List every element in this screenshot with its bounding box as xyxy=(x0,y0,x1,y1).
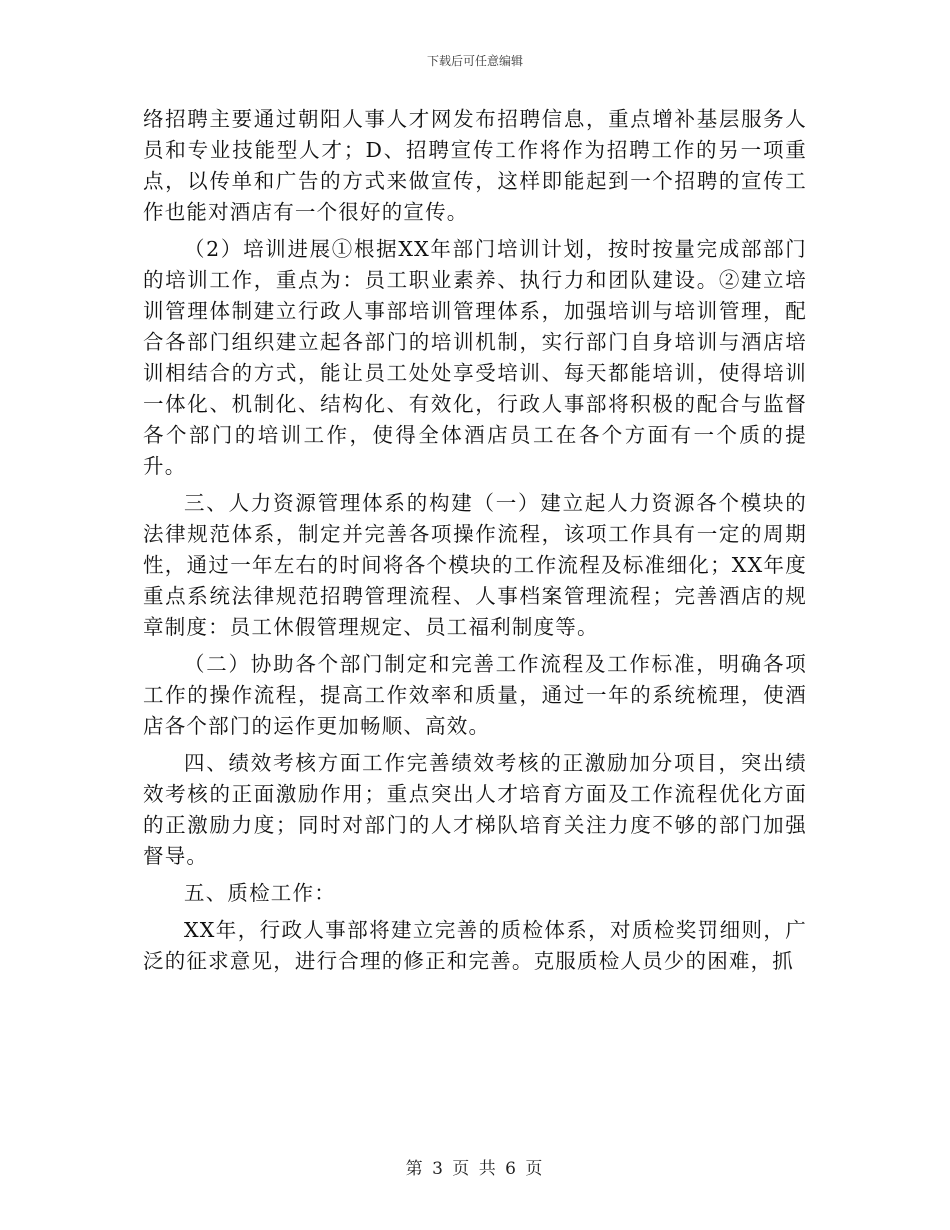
document-body xyxy=(143,104,807,983)
paragraph-quality: XX年，行政人事部将建立完善的质检体系，对质检奖罚细则，广泛的征求意见，进行合理的修正和完善。克服质检人员少的困难，抓 xyxy=(143,918,807,973)
paragraph-training: （2）培训进展①根据XX年部门培训计划，按时按量完成部部门的培训工作，重点为：员工职业素养、执行力和团队建设。②建立培训管理体制建立行政人事部培训管理体系，加强培训与培训管理，配合各部门组织建立起各部门的培训机制，实行部门自身培训与酒店培训相结合的方式，能让员工处处享受培训、每天都能培训，使得培训一体化、机制化、结构化、有效化，行政人事部将积极的配合与监督各个部门的培训工作，使得全体酒店员工在各个方面有一个质的提升。 xyxy=(143,237,807,478)
paragraph-workflow: （二）协助各个部门制定和完善工作流程及工作标准，明确各项工作的操作流程，提高工作效率和质量，通过一年的系统梳理，使酒店各个部门的运作更加畅顺、高效。 xyxy=(143,652,807,738)
page-number: 第 3 页 共 6 页 xyxy=(405,1159,545,1179)
paragraph-hr-system: 三、人力资源管理体系的构建（一）建立起人力资源各个模块的法律规范体系，制定并完善各项操作流程，该项工作具有一定的周期性，通过一年左右的时间将各个模块的工作流程及标准细化；XX年度重点系统法律规范招聘管理流程、人事档案管理流程；完善酒店的规章制度：员工休假管理规定、员工福利制度等。 xyxy=(143,491,807,639)
paragraph-performance: 四、绩效考核方面工作完善绩效考核的正激励加分项目，突出绩效考核的正面激励作用；重点突出人才培育方面及工作流程优化方面的正激励力度；同时对部门的人才梯队培育关注力度不够的部门加强督导。 xyxy=(143,751,807,868)
section-heading-quality: 五、质检工作： xyxy=(184,881,336,905)
paragraph-recruitment-continued: 络招聘主要通过朝阳人事人才网发布招聘信息，重点增补基层服务人员和专业技能型人才；D、招聘宣传工作将作为招聘工作的另一项重点，以传单和广告的方式来做宣传，这样即能起到一个招聘的宣传工作也能对酒店有一个很好的宣传。 xyxy=(143,107,807,224)
page-header: 下载后可任意编辑 xyxy=(426,54,523,68)
